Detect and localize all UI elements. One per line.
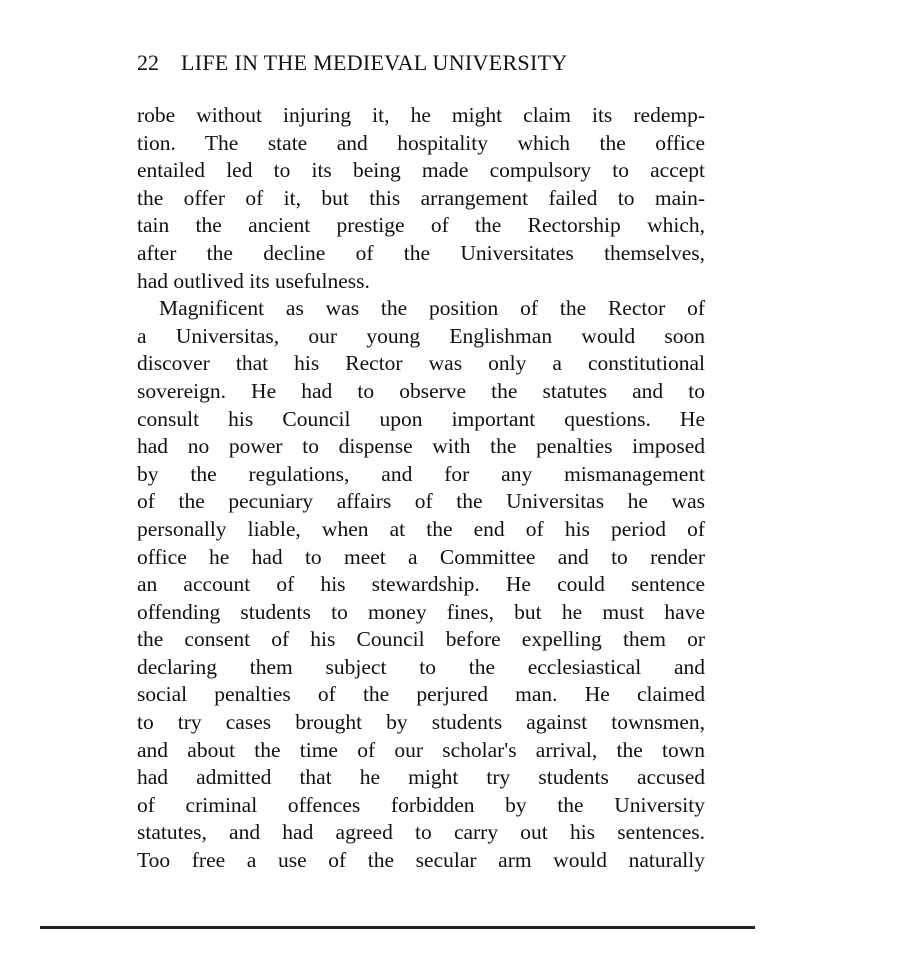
text-line: statutes, and had agreed to carry out his sentences. xyxy=(137,820,705,845)
text-line: to try cases brought by students against townsmen, xyxy=(137,710,705,735)
text-line: a Universitas, our young Englishman would soon xyxy=(137,323,705,348)
body-text xyxy=(137,102,705,875)
text-line: Magnificent as was the position of the Rector of xyxy=(159,296,705,321)
text-line: by the regulations, and for any mismanagement xyxy=(137,461,705,486)
text-line: declaring them subject to the ecclesiastical and xyxy=(137,654,705,679)
page-number: 22 xyxy=(137,50,159,75)
text-line: of the pecuniary affairs of the Universitas he was xyxy=(137,489,705,514)
text-line: personally liable, when at the end of his period of xyxy=(137,516,705,541)
text-line: social penalties of the perjured man. He claimed xyxy=(137,682,705,707)
text-line: entailed led to its being made compulsory to accept xyxy=(137,158,705,183)
text-line: Too free a use of the secular arm would naturally xyxy=(137,848,705,873)
text-line: after the decline of the Universitates themselves, xyxy=(137,240,705,265)
text-line: the offer of it, but this arrangement failed to main- xyxy=(137,185,705,210)
text-line: discover that his Rector was only a constitutional xyxy=(137,351,705,376)
text-line: consult his Council upon important questions. He xyxy=(137,406,705,431)
text-line: tain the ancient prestige of the Rectorship which, xyxy=(137,213,705,238)
text-line: tion. The state and hospitality which the office xyxy=(137,130,705,155)
text-line: offending students to money fines, but he must have xyxy=(137,599,705,624)
text-line: had outlived its usefulness. xyxy=(137,268,370,293)
text-line: the consent of his Council before expelling them or xyxy=(137,627,705,652)
running-header xyxy=(137,50,705,76)
running-title: LIFE IN THE MEDIEVAL UNIVERSITY xyxy=(181,50,568,75)
text-line: an account of his stewardship. He could sentence xyxy=(137,572,705,597)
text-line: office he had to meet a Committee and to render xyxy=(137,544,705,569)
text-line: had admitted that he might try students accused xyxy=(137,765,705,790)
text-line: and about the time of our scholar's arrival, the town xyxy=(137,737,705,762)
text-line: of criminal offences forbidden by the University xyxy=(137,792,705,817)
footer-rule xyxy=(40,926,755,929)
text-line: robe without injuring it, he might claim its redemp- xyxy=(137,103,705,127)
text-line: sovereign. He had to observe the statutes and to xyxy=(137,378,705,403)
text-line: had no power to dispense with the penalties imposed xyxy=(137,434,705,459)
